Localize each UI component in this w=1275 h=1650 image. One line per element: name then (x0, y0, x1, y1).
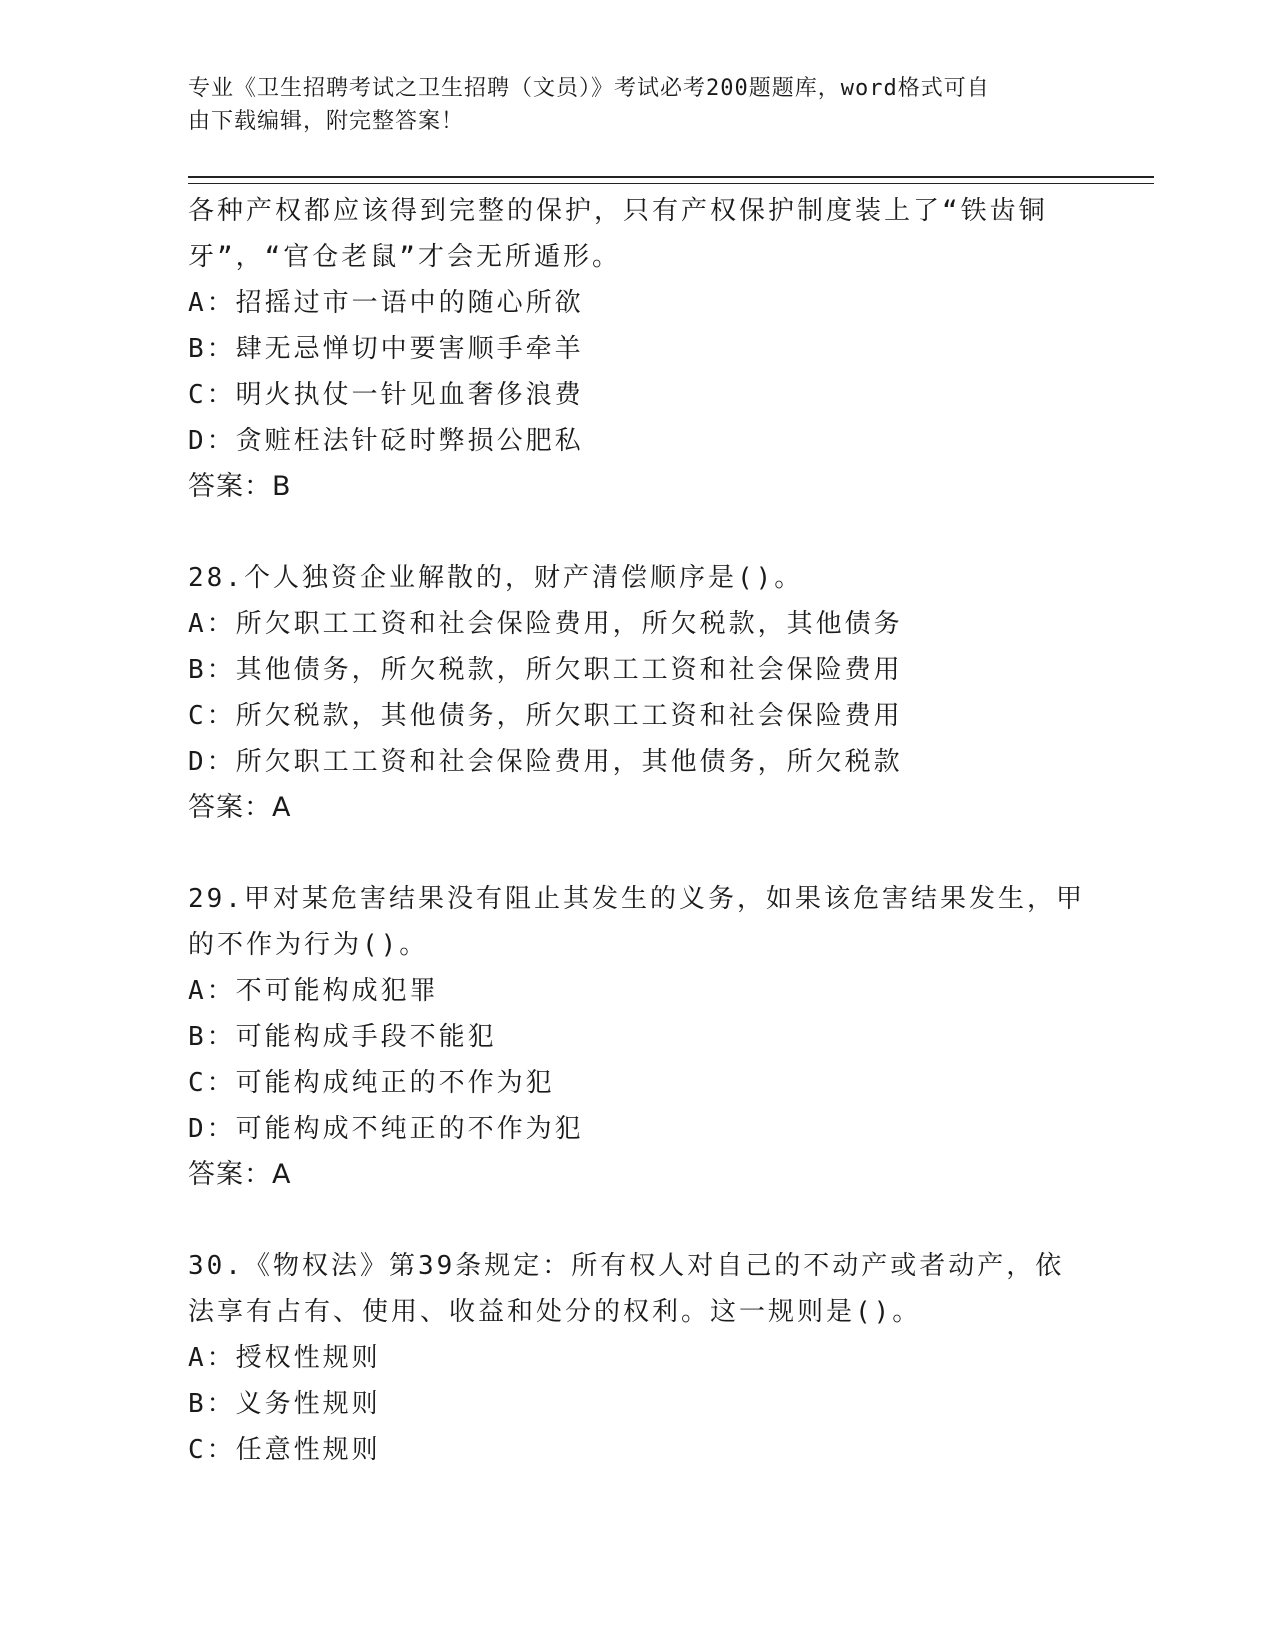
answer: 答案：A (188, 1159, 292, 1190)
option-a: A：授权性规则 (188, 1343, 381, 1373)
question-text-line: 牙”，“官仓老鼠”才会无所遁形。 (188, 242, 621, 272)
option-d: D：可能构成不纯正的不作为犯 (188, 1114, 584, 1144)
option-b: B：肆无忌惮切中要害顺手牵羊 (188, 334, 584, 364)
question-text-line: 28.个人独资企业解散的，财产清偿顺序是()。 (188, 563, 804, 593)
option-d: D：贪赃枉法针砭时弊损公肥私 (188, 426, 584, 456)
answer: 答案：B (188, 471, 292, 502)
question-gap (188, 831, 1088, 876)
option-c: C：可能构成纯正的不作为犯 (188, 1068, 555, 1098)
question-29 (188, 876, 1088, 1198)
header-divider-thick (188, 176, 1154, 178)
option-c: C：明火执仗一针见血奢侈浪费 (188, 380, 584, 410)
document-header (188, 72, 1068, 138)
header-line-2: 由下载编辑，附完整答案！ (188, 109, 465, 134)
option-a: A：所欠职工工资和社会保险费用，所欠税款，其他债务 (188, 609, 903, 639)
question-gap (188, 510, 1088, 555)
question-text-line: 各种产权都应该得到完整的保护，只有产权保护制度装上了“铁齿铜 (188, 196, 1048, 226)
header-line-1: 专业《卫生招聘考试之卫生招聘（文员）》考试必考200题题库，word格式可自 (188, 76, 990, 101)
question-gap (188, 1198, 1088, 1243)
question-text-line: 30.《物权法》第39条规定：所有权人对自己的不动产或者动产，依 (188, 1251, 1065, 1281)
question-28 (188, 555, 1088, 831)
question-list (188, 188, 1088, 1473)
option-a: A：招摇过市一语中的随心所欲 (188, 288, 584, 318)
question-text-line: 29.甲对某危害结果没有阻止其发生的义务，如果该危害结果发生，甲 (188, 884, 1085, 914)
option-c: C：所欠税款，其他债务，所欠职工工资和社会保险费用 (188, 701, 903, 731)
option-d: D：所欠职工工资和社会保险费用，其他债务，所欠税款 (188, 747, 903, 777)
answer: 答案：A (188, 792, 292, 823)
question-text-line: 的不作为行为()。 (188, 930, 429, 960)
option-b: B：可能构成手段不能犯 (188, 1022, 497, 1052)
question-text-line: 法享有占有、使用、收益和处分的权利。这一规则是()。 (188, 1297, 922, 1327)
question-30 (188, 1243, 1088, 1473)
header-divider-thin (188, 183, 1154, 184)
option-c: C：任意性规则 (188, 1435, 381, 1465)
option-b: B：义务性规则 (188, 1389, 381, 1419)
question-27 (188, 188, 1088, 510)
option-a: A：不可能构成犯罪 (188, 976, 439, 1006)
option-b: B：其他债务，所欠税款，所欠职工工资和社会保险费用 (188, 655, 903, 685)
